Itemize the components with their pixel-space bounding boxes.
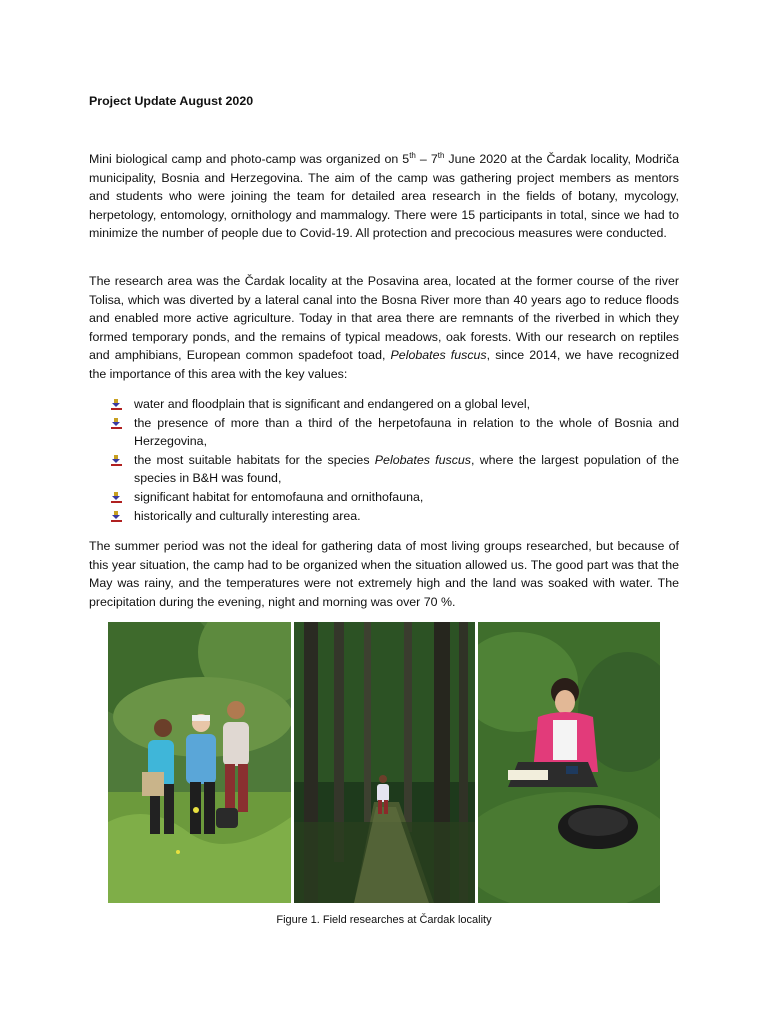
figure-field-research bbox=[108, 622, 660, 903]
paragraph-summer-period: The summer period was not the ideal for gathering data of most living groups researched, but because of this year situation, the camp had to be organized when the situation allowed us. The good part was that the May was rainy, and the temperatures were not extremely high and the land was soaked with water. The precipitation during the evening, night and morning was over 70 %. bbox=[89, 539, 679, 609]
list-item-text: historically and culturally interesting area. bbox=[134, 508, 361, 523]
photo-forest-path bbox=[294, 622, 475, 903]
arrow-bullet-icon bbox=[111, 511, 123, 523]
arrow-bullet-icon bbox=[111, 418, 123, 430]
list-item-text: significant habitat for entomofauna and ornithofauna, bbox=[134, 489, 424, 504]
key-values-list bbox=[111, 395, 679, 525]
figure-caption: Figure 1. Field researches at Čardak locality bbox=[276, 914, 492, 926]
list-item-text: the most suitable habitats for the species bbox=[134, 452, 375, 467]
arrow-bullet-icon bbox=[111, 455, 123, 467]
photo-meadow-researchers bbox=[108, 622, 291, 903]
list-item bbox=[111, 507, 679, 526]
list-item bbox=[111, 488, 679, 507]
superscript: th bbox=[437, 150, 445, 160]
list-item bbox=[111, 451, 679, 488]
list-item bbox=[111, 414, 679, 451]
paragraph-text: The research area was the Čardak locality at the Posavina area, located at the former course of the river Tolisa, which was diverted by a lateral canal into the Bosna River more than 40 years ago to reduce floods and enabled more active agriculture. Today in that area there are remnants of the riverbed in which they formed temporary ponds, and the remains of typical meadows, oak forests. With our research on reptiles and amphibians, European common spadefoot toad, bbox=[89, 274, 679, 363]
list-item bbox=[111, 395, 679, 414]
list-item-text: the presence of more than a third of the herpetofauna in relation to the whole of Bosnia and Herzegovina, bbox=[134, 415, 679, 449]
photo-researcher-notes bbox=[478, 622, 660, 903]
arrow-bullet-icon bbox=[111, 399, 123, 411]
paragraph-text: June 2020 at the Čardak locality, Modriča municipality, Bosnia and Herzegovina. The aim of the camp was gathering project members as mentors and students who were joining the team for detailed area research in the fields of botany, mycology, herpetology, entomology, ornithology and mammalogy. There were 15 participants in total, since we had to minimize the number of people due to Covid-19. All protection and precocious measures were conducted. bbox=[89, 152, 680, 241]
arrow-bullet-icon bbox=[111, 492, 123, 504]
document-title: Project Update August 2020 bbox=[89, 94, 254, 108]
paragraph-text: – 7 bbox=[415, 152, 438, 166]
species-name: Pelobates fuscus bbox=[374, 452, 471, 467]
superscript: th bbox=[409, 150, 416, 160]
paragraph-camp-intro bbox=[89, 150, 679, 243]
paragraph-text: Mini biological camp and photo-camp was organized on 5 bbox=[89, 152, 410, 166]
list-item-text: , where the largest population of the species in B&H was found, bbox=[134, 452, 679, 486]
species-name: Pelobates fuscus bbox=[390, 348, 487, 363]
paragraph-text: , since 2014, we have recognized the importance of this area with the key values: bbox=[89, 348, 679, 381]
list-item-text: water and floodplain that is significant and endangered on a global level, bbox=[134, 397, 531, 411]
paragraph-research-area bbox=[89, 272, 679, 384]
